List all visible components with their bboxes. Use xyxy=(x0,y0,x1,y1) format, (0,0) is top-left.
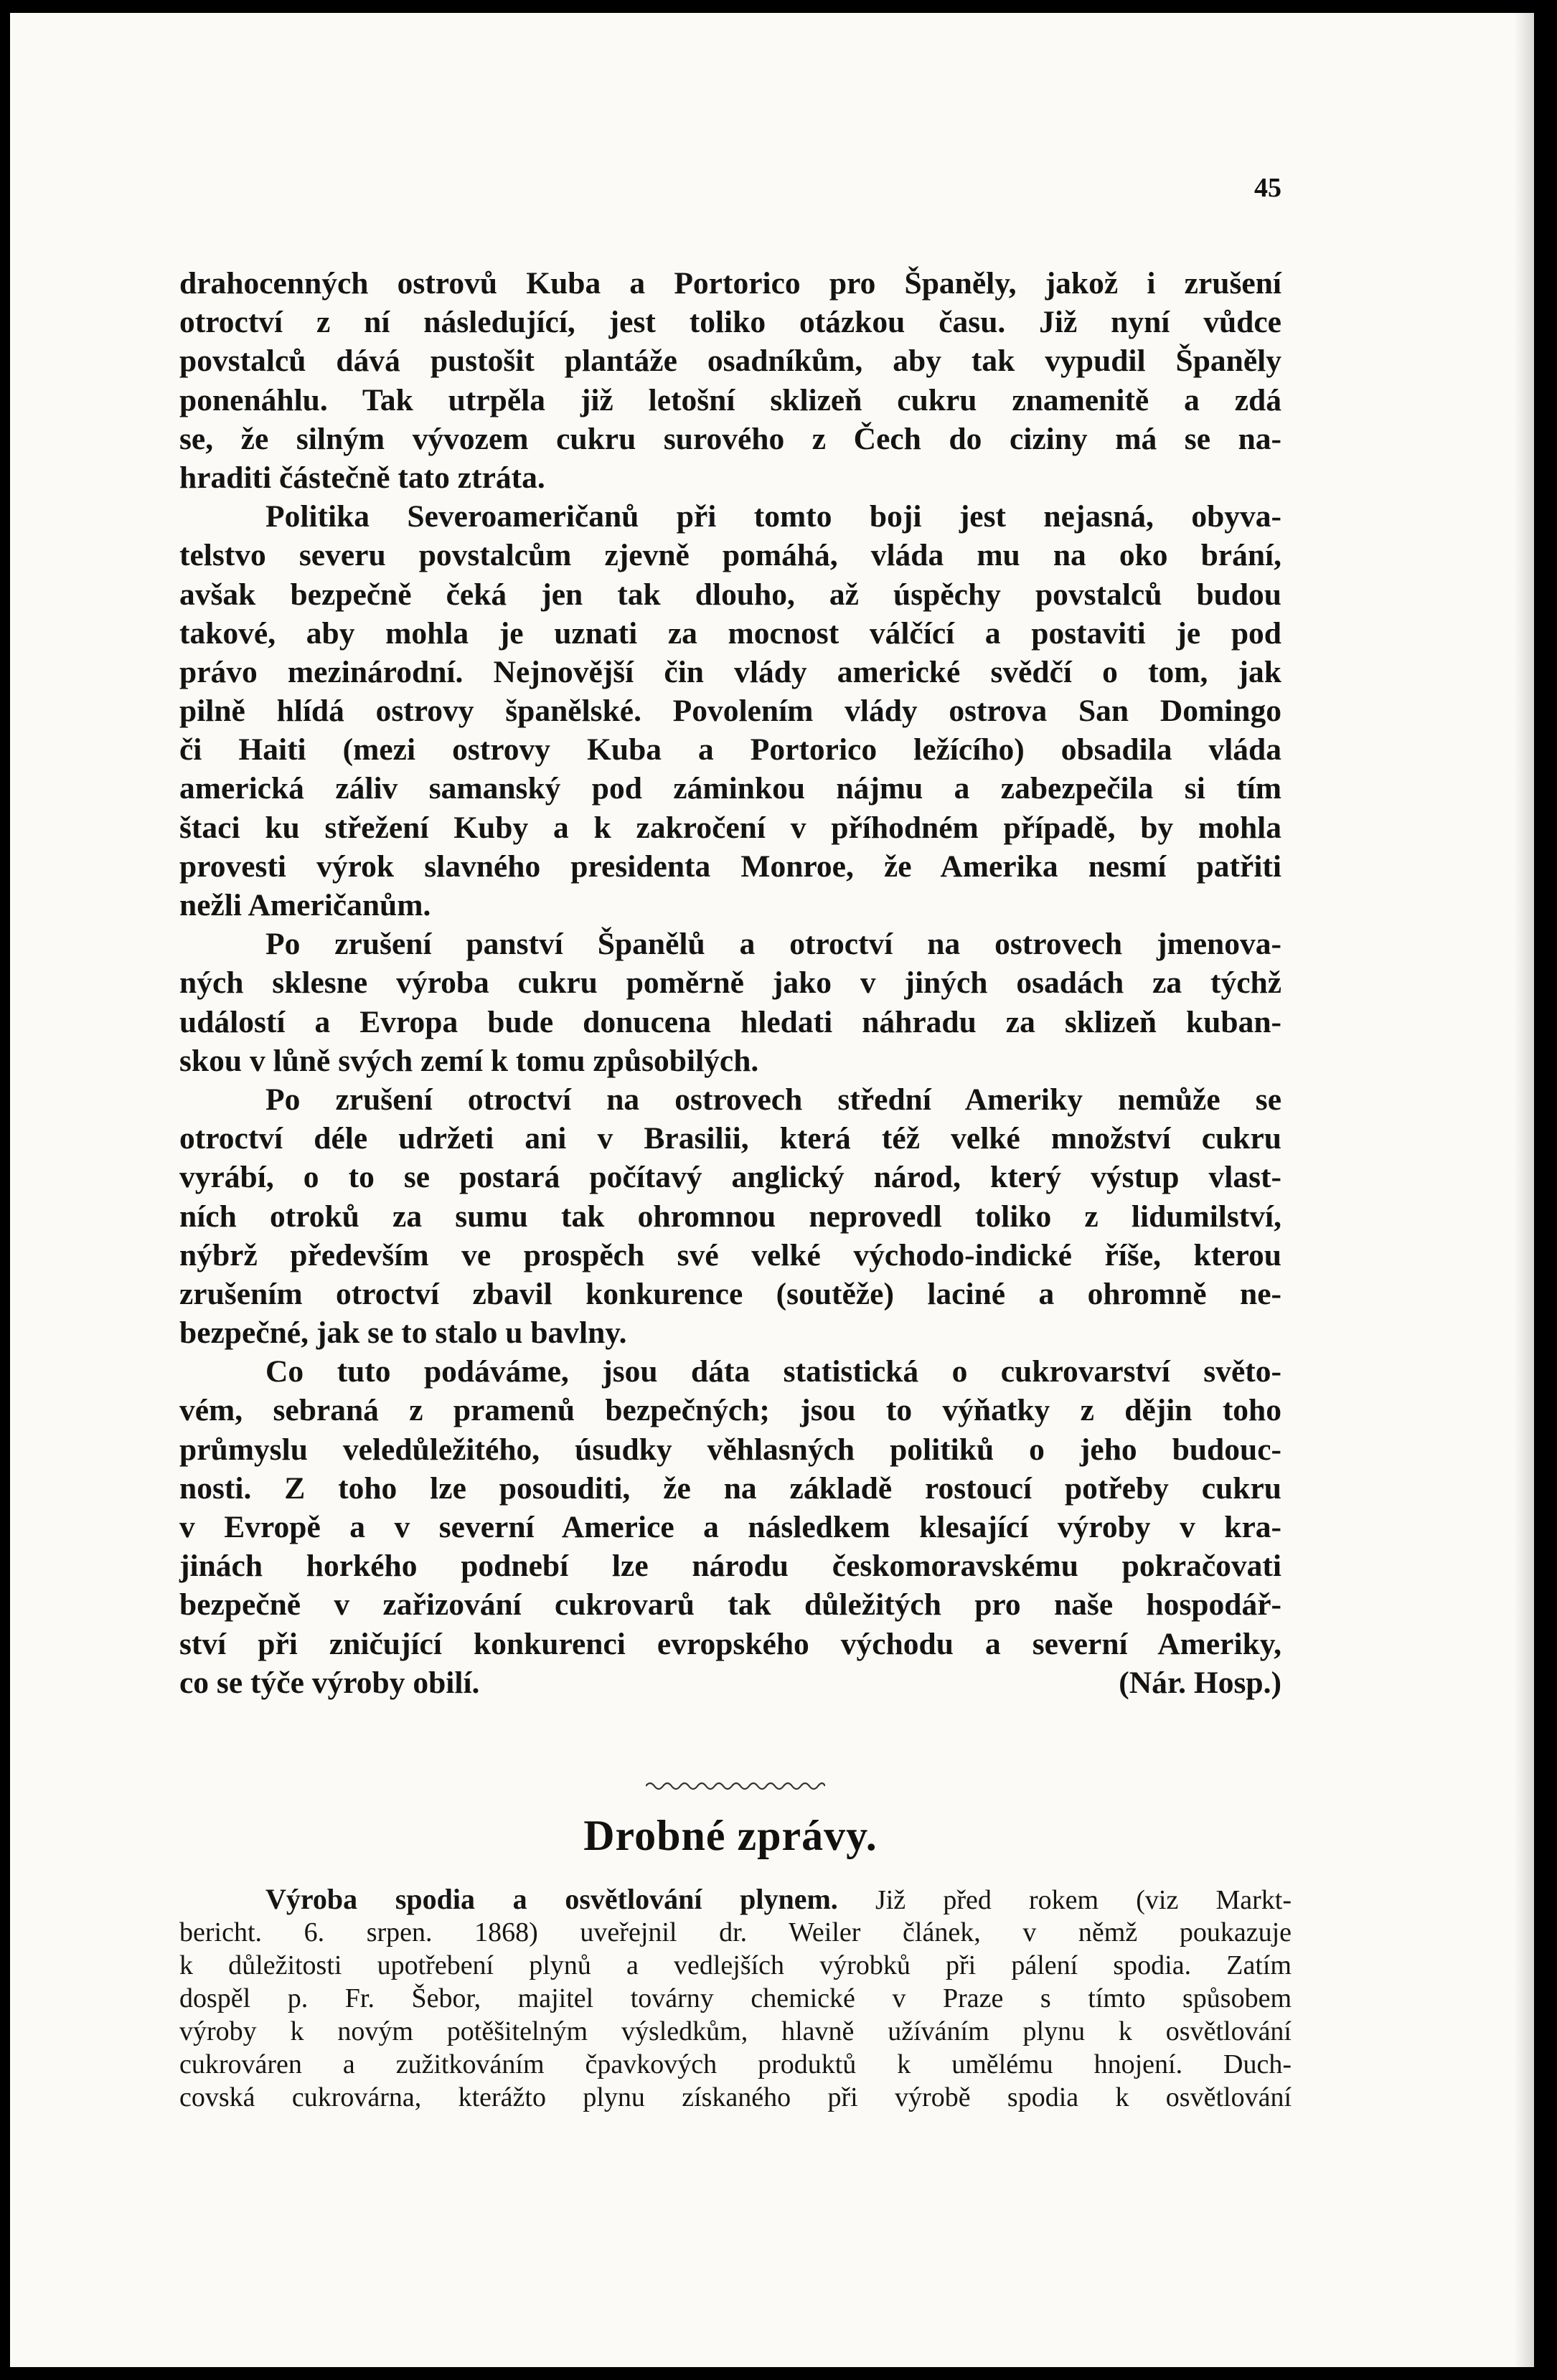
news-line: cukrováren a zužitkováním čpavkových produktů k umělému hnojení. Duch- xyxy=(179,2049,1292,2079)
text-line: drahocenných ostrovů Kuba a Portorico pro Španěly, jakož i zrušení xyxy=(179,266,1281,301)
closing-line xyxy=(179,1663,1281,1702)
news-line: výroby k novým potěšitelným výsledkům, hlavně užíváním plynu k osvětlování xyxy=(179,2016,1292,2046)
news-first-line xyxy=(179,1883,1292,1916)
main-article-text xyxy=(179,264,1281,1702)
text-line: avšak bezpečně čeká jen tak dlouho, až úspěchy povstalců budou xyxy=(179,577,1281,612)
text-line: pilně hlídá ostrovy španělské. Povolením vlády ostrova San Domingo xyxy=(179,694,1281,729)
text-line: provesti výrok slavného presidenta Monroe, že Amerika nesmí patřiti xyxy=(179,849,1281,884)
text-line: štaci ku střežení Kuby a k zakročení v příhodném případě, by mohla xyxy=(179,810,1281,845)
news-line: k důležitosti upotřebení plynů a vedlejších výrobků při pálení spodia. Zatím xyxy=(179,1950,1292,1980)
news-line: bericht. 6. srpen. 1868) uveřejnil dr. Weiler článek, v němž poukazuje xyxy=(179,1917,1292,1947)
closing-text: co se týče výroby obilí. xyxy=(179,1665,480,1700)
text-line: právo mezinárodní. Nejnovější čin vlády americké svědčí o tom, jak xyxy=(179,654,1281,689)
text-line: se, že silným vývozem cukru surového z Čech do ciziny má se na- xyxy=(179,421,1281,456)
page-number: 45 xyxy=(1254,173,1281,203)
text-line: otroctví z ní následující, jest toliko otázkou času. Již nyní vůdce xyxy=(179,305,1281,340)
text-line: vém, sebraná z pramenů bezpečných; jsou to výňatky z dějin toho xyxy=(179,1393,1281,1428)
text-line: Po zrušení panství Španělů a otroctví na ostrovech jmenova- xyxy=(265,927,1281,962)
section-title: Drobné zprávy. xyxy=(583,1812,878,1859)
news-item-text xyxy=(179,1883,1292,2114)
news-lead: Výroba spodia a osvětlování plynem. xyxy=(265,1883,838,1915)
text-line: ních otroků za sumu tak ohromnou neprovedl toliko z lidumilství, xyxy=(179,1199,1281,1234)
text-line: událostí a Evropa bude donucena hledati náhradu za sklizeň kuban- xyxy=(179,1004,1281,1039)
text-line: v Evropě a v severní Americe a následkem klesající výroby v kra- xyxy=(179,1510,1281,1544)
source-note: (Nár. Hosp.) xyxy=(1119,1665,1281,1700)
text-line: či Haiti (mezi ostrovy Kuba a Portorico ležícího) obsadila vláda xyxy=(179,732,1281,768)
text-line: Politika Severoameričanů při tomto boji jest nejasná, obyva- xyxy=(265,499,1281,534)
news-first-line-rest: Již před rokem (viz Markt- xyxy=(875,1885,1292,1915)
text-line: ství při zničující konkurenci evropského východu a severní Ameriky, xyxy=(179,1626,1281,1661)
wavy-divider xyxy=(646,1777,825,1795)
text-line: Co tuto podáváme, jsou dáta statistická o cukrovarství světo- xyxy=(265,1354,1281,1389)
page-edge-shadow xyxy=(1514,13,1534,2367)
text-line: bezpečně v zařizování cukrovarů tak důležitých pro naše hospodář- xyxy=(179,1587,1281,1623)
text-line: nosti. Z toho lze posouditi, že na základě rostoucí potřeby cukru xyxy=(179,1470,1281,1506)
news-line: dospěl p. Fr. Šebor, majitel továrny chemické v Praze s tímto spůsobem xyxy=(179,1983,1292,2013)
text-line: telstvo severu povstalcům zjevně pomáhá, vláda mu na oko brání, xyxy=(179,538,1281,573)
text-line: bezpečné, jak se to stalo u bavlny. xyxy=(179,1316,627,1351)
text-line: americká záliv samanský pod záminkou nájmu a zabezpečila si tím xyxy=(179,771,1281,806)
text-line: jinách horkého podnebí lze národu českomoravskému pokračovati xyxy=(179,1549,1281,1584)
text-line: otroctví déle udržeti ani v Brasilii, která též velké množství cukru xyxy=(179,1121,1281,1156)
text-line: průmyslu veledůležitého, úsudky věhlasných politiků o jeho budouc- xyxy=(179,1432,1281,1467)
text-line: nýbrž především ve prospěch své velké východo-indické říše, kterou xyxy=(179,1237,1281,1272)
text-line: povstalců dává pustošit plantáže osadníkům, aby tak vypudil Španěly xyxy=(179,344,1281,379)
text-line: zrušením otroctví zbavil konkurence (soutěže) laciné a ohromně ne- xyxy=(179,1276,1281,1311)
news-line: covská cukrovárna, kterážto plynu získaného při výrobě spodia k osvětlování xyxy=(179,2082,1292,2112)
text-line: vyrábí, o to se postará počítavý anglický národ, který výstup vlast- xyxy=(179,1160,1281,1195)
text-line: ponenáhlu. Tak utrpěla již letošní sklizeň cukru znamenitě a zdá xyxy=(179,382,1281,417)
text-line: nežli Američanům. xyxy=(179,888,431,922)
text-line: skou v lůně svých zemí k tomu způsobilých. xyxy=(179,1043,759,1078)
text-line: ných sklesne výroba cukru poměrně jako v jiných osadách za týchž xyxy=(179,965,1281,1001)
text-line: hraditi částečně tato ztráta. xyxy=(179,460,545,495)
text-line: Po zrušení otroctví na ostrovech střední Ameriky nemůže se xyxy=(265,1082,1281,1117)
text-line: takové, aby mohla je uznati za mocnost válčící a postaviti je pod xyxy=(179,615,1281,651)
